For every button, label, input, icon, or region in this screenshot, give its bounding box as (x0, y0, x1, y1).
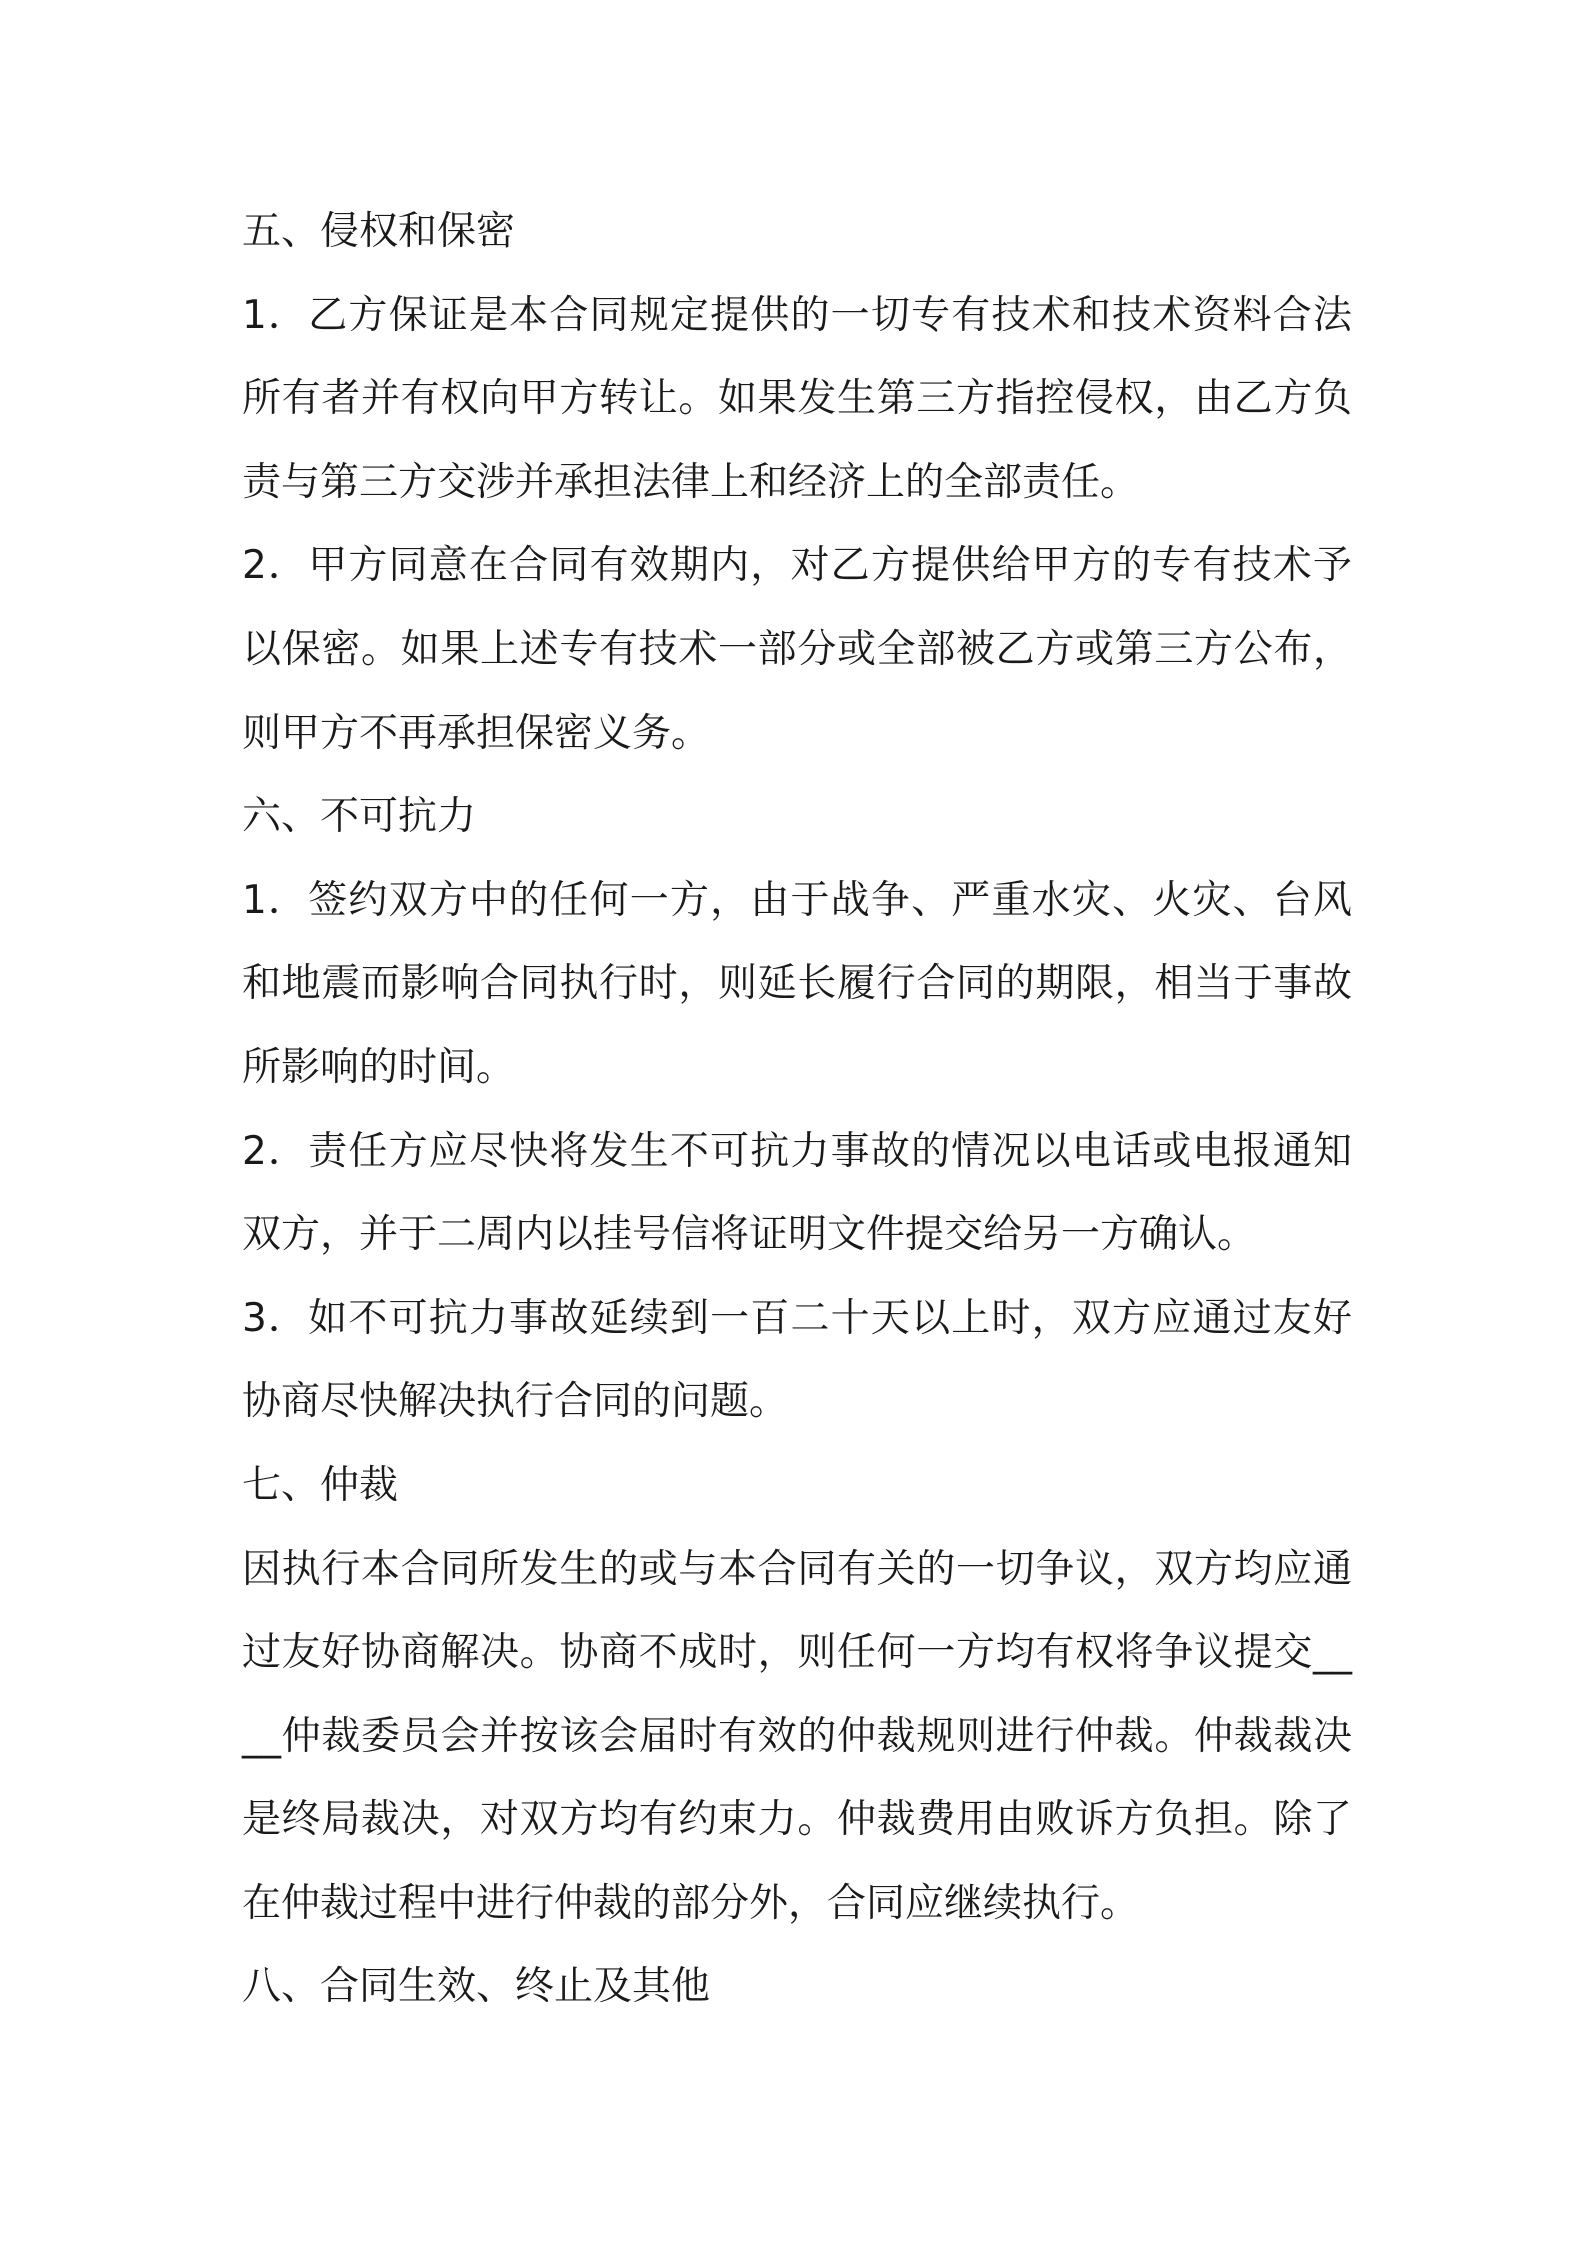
document-body (242, 190, 1352, 2029)
section-heading-infringement-confidentiality: 五、侵权和保密 (242, 209, 516, 254)
clause-5-1: 1．乙方保证是本合同规定提供的一切专有技术和技术资料合法所有者并有权向甲方转让。如果发生第三方指控侵权，由乙方负责与第三方交涉并承担法律上和经济上的全部责任。 (242, 292, 1352, 505)
section-heading-effectiveness-termination: 八、合同生效、终止及其他 (242, 1964, 711, 2010)
clause-5-2: 2．甲方同意在合同有效期内，对乙方提供给甲方的专有技术予以保密。如果上述专有技术一部分或全部被乙方或第三方公布，则甲方不再承担保密义务。 (242, 543, 1352, 756)
section-heading-force-majeure: 六、不可抗力 (242, 794, 477, 840)
clause-7-body: 因执行本合同所发生的或与本合同有关的一切争议，双方均应通过友好协商解决。协商不成时，则任何一方均有权将争议提交____仲裁委员会并按该会届时有效的仲裁规则进行仲裁。仲裁裁决是终局裁决，对双方均有约束力。仲裁费用由败诉方负担。除了在仲裁过程中进行仲裁的部分外，合同应继续执行。 (242, 1546, 1352, 1926)
clause-6-2: 2．责任方应尽快将发生不可抗力事故的情况以电话或电报通知双方，并于二周内以挂号信将证明文件提交给另一方确认。 (242, 1128, 1352, 1258)
clause-6-1: 1．签约双方中的任何一方，由于战争、严重水灾、火灾、台风和地震而影响合同执行时，则延长履行合同的期限，相当于事故所影响的时间。 (242, 877, 1352, 1090)
section-heading-arbitration: 七、仲裁 (242, 1462, 399, 1508)
clause-6-3: 3．如不可抗力事故延续到一百二十天以上时，双方应通过友好协商尽快解决执行合同的问题。 (242, 1295, 1352, 1425)
